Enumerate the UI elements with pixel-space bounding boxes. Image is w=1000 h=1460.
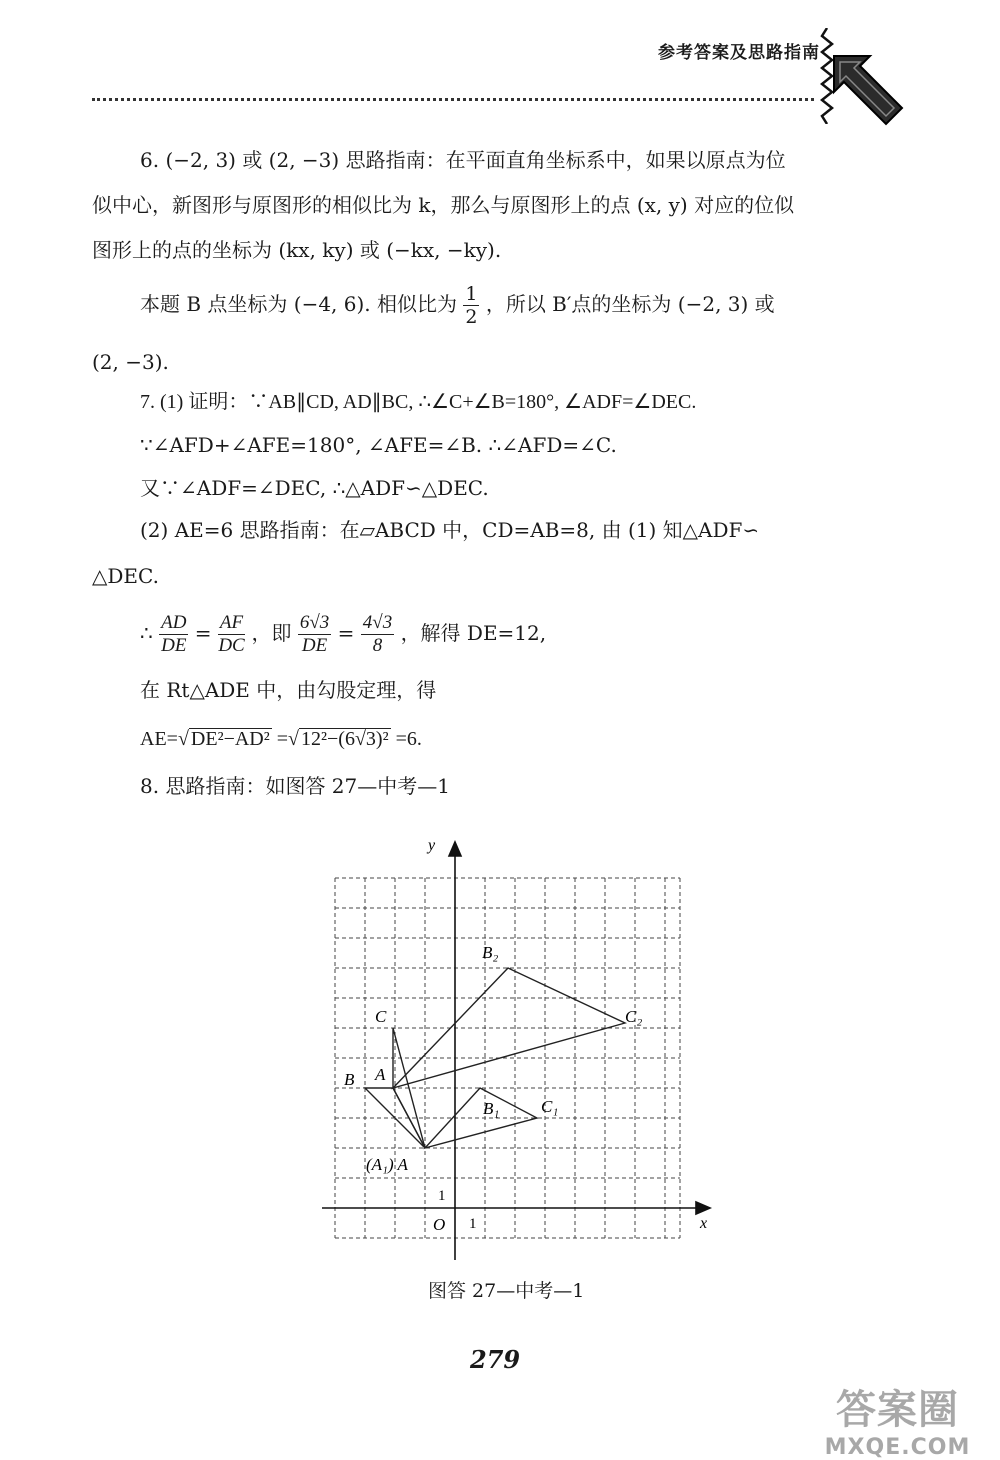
arrow-icon [830, 52, 906, 128]
therefore-symbol: ∴ [140, 621, 153, 645]
point-label-c2: C₂ [625, 1007, 643, 1026]
ratio-denominator: 2 [465, 306, 478, 328]
point-label-c: C [375, 1007, 387, 1026]
x-axis-label: x [700, 1215, 708, 1232]
q6-line-2: 似中心，新图形与原图形的相似比为 k，那么与原图形上的点 (x, y) 对应的位似 [92, 193, 795, 217]
fraction-numerator: 6√3 [299, 612, 330, 633]
q7-pythagorean-line [140, 728, 422, 749]
watermark-url: MXQE.COM [824, 1435, 971, 1460]
fraction-numerator: 4√3 [362, 612, 393, 633]
equals-sign: = [194, 621, 212, 645]
q6-line-5: (2, −3). [92, 350, 169, 374]
point-label-b2: B₂ [482, 943, 499, 962]
q7-line-3: 又∵∠ADF=∠DEC, ∴△ADF∽△DEC. [140, 476, 489, 500]
point-label-b: B [344, 1070, 355, 1089]
axes [322, 842, 710, 1260]
point-label-a1: (A₁) A [366, 1155, 408, 1174]
q6-line-4 [140, 283, 775, 328]
origin-label: O [433, 1215, 446, 1234]
fraction-denominator: 8 [372, 635, 383, 656]
coordinate-grid-figure [300, 830, 720, 1270]
fraction-4root3-8 [361, 612, 394, 657]
x-tick-label: 1 [469, 1216, 477, 1232]
fraction-denominator: DE [301, 635, 328, 656]
header-dotted-rule [92, 98, 814, 101]
fraction-denominator: DC [218, 635, 245, 656]
point-label-c1: C₁ [541, 1097, 559, 1116]
equals-sign: = [337, 621, 355, 645]
q8-line-1: 8. 思路指南：如图答 27—中考—1 [140, 774, 450, 798]
figure-caption: 图答 27—中考—1 [428, 1280, 585, 1302]
fraction-ad-de [159, 612, 188, 657]
q7-line-1: 7. (1) 证明：∵AB∥CD, AD∥BC, ∴∠C+∠B=180°, ∠ADF=∠DEC. [140, 391, 697, 413]
point-label-b1: B₁ [483, 1099, 500, 1118]
point-label-a: A [375, 1065, 386, 1084]
y-tick-label: 1 [438, 1188, 446, 1204]
q7-line-7: 在 Rt△ADE 中，由勾股定理，得 [140, 678, 437, 702]
equals-six: =6. [395, 728, 422, 750]
watermark-logo: 答案圈 [836, 1387, 959, 1433]
q7-proportion-line [140, 612, 546, 657]
y-axis-label: y [428, 837, 436, 854]
q6-line-4-text-b: ，所以 B′点的坐标为 (−2, 3) 或 [485, 292, 775, 316]
q7-line-2: ∵∠AFD+∠AFE=180°, ∠AFE=∠B. ∴∠AFD=∠C. [140, 433, 617, 457]
q7-line-4: (2) AE=6 思路指南：在▱ABCD 中，CD=AB=8, 由 (1) 知△ADF∽ [140, 518, 760, 542]
fraction-af-dc [218, 612, 245, 657]
ae-equals-sqrt: AE=√ [140, 728, 189, 750]
ratio-fraction [463, 283, 479, 328]
running-header-title: 参考答案及思路指南 [658, 43, 820, 63]
fraction-numerator: AD [161, 612, 187, 633]
radicand-1: DE²−AD² [190, 728, 270, 750]
radicand-2: 12²−(6√3)² [301, 728, 389, 750]
solve-result-text: ，解得 DE=12, [400, 621, 547, 645]
that-is-text: ，即 [251, 621, 292, 645]
fraction-6root3-de [298, 612, 331, 657]
page-number: 279 [470, 1345, 521, 1374]
fraction-denominator: DE [161, 635, 187, 656]
grid-lines [335, 878, 680, 1238]
ratio-numerator: 1 [465, 283, 478, 305]
q6-line-1: 6. (−2, 3) 或 (2, −3) 思路指南：在平面直角坐标系中，如果以原点为位 [140, 148, 786, 172]
fraction-numerator: AF [219, 612, 244, 633]
watermark [810, 1378, 985, 1460]
q7-line-5: △DEC. [92, 564, 159, 588]
q6-line-4-text-a: 本题 B 点坐标为 (−4, 6). 相似比为 [140, 292, 458, 316]
q6-line-3: 图形上的点的坐标为 (kx, ky) 或 (−kx, −ky). [92, 238, 502, 262]
equals-sqrt: =√ [276, 728, 300, 750]
